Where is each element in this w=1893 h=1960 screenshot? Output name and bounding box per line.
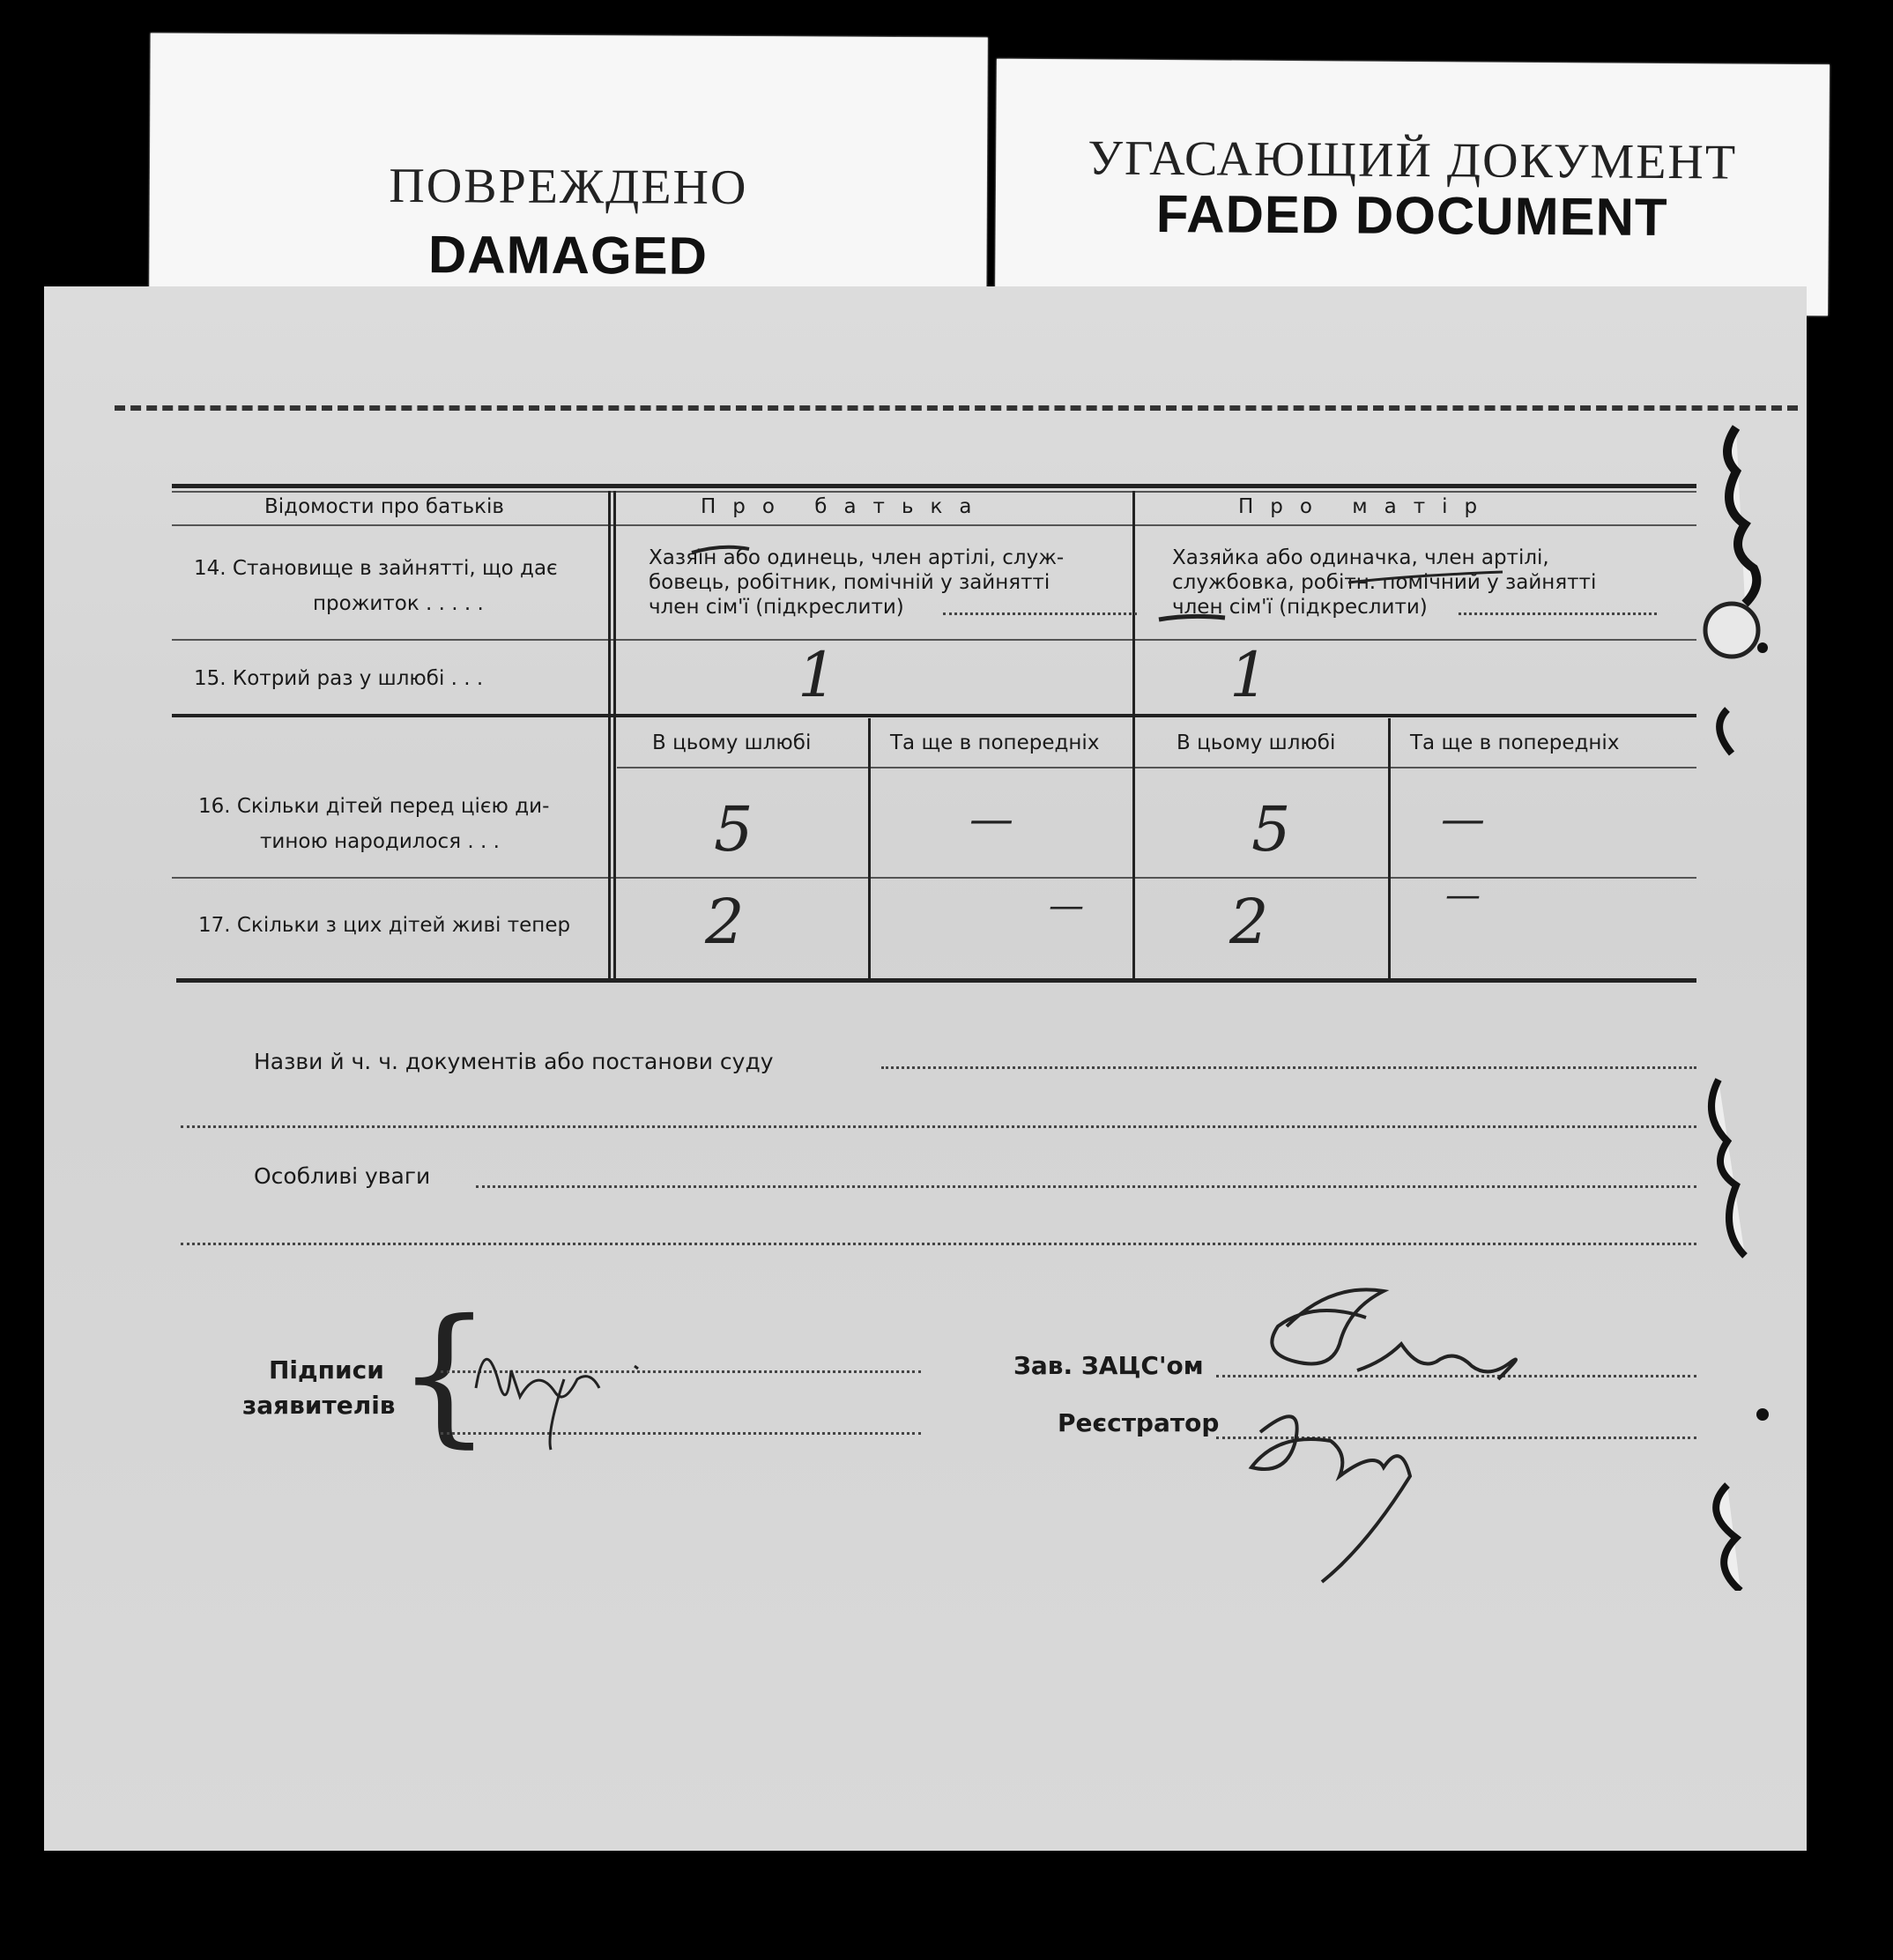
registrar-label: Реєстратор [1058,1408,1220,1437]
mother-subcolumn-divider [1388,718,1391,978]
perforation-line [115,405,1798,411]
applicants-label-line1: Підписи [269,1355,384,1385]
row15-mother-value: 1 [1229,639,1269,711]
row14-mother-line3: член сім'ї (підкреслити) [1172,596,1428,619]
header-bottom-rule [172,524,1696,526]
row16-father-previous-value: — [969,793,1013,844]
remarks-dots-1 [476,1185,1696,1188]
faded-en-label: FADED DOCUMENT [1155,183,1668,248]
label-column-divider [608,491,611,978]
row16-father-this-value: 5 [714,793,753,865]
remarks-dots-2 [181,1243,1696,1245]
row16-label-line1: 16. Скільки дітей перед цією ди- [198,795,550,818]
documents-dots-2 [181,1125,1696,1128]
row14-mother-line2: службовка, робітн. помічний у зайнятті [1172,571,1597,594]
father-subcolumn-divider [868,718,871,978]
applicants-brace: { [397,1288,493,1462]
row14-father-line2: бовець, робітник, помічній у зайнятті [649,571,1050,594]
label-column-divider-2 [613,491,616,978]
table-bottom-rule [176,978,1696,983]
row16-mother-previous-value: — [1441,793,1485,844]
form-sheet [44,286,1807,1851]
row17-mother-this-value: 2 [1229,886,1269,958]
row15-father-value: 1 [798,639,837,711]
father-header: Про батька [701,495,989,518]
row16-label-line2: тиною народилося . . . [260,830,500,853]
father-this-marriage-header: В цьому шлюбі [652,731,812,754]
father-previous-header: Та ще в попередніх [890,731,1100,754]
row17-mother-previous-value: — [1445,875,1481,916]
damaged-ru-label: ПОВРЕЖДЕНО [389,158,748,216]
row17-label: 17. Скільки з цих дітей живі тепер [198,914,571,937]
applicants-label-line2: заявителів [242,1391,396,1420]
row14-label-line2: прожиток . . . . . [313,592,484,615]
table-top-rule [172,484,1696,488]
row14-father-line3: член сім'ї (підкреслити) [649,596,904,619]
subheader-bottom-rule [617,767,1696,768]
applicant-signature [458,1318,687,1459]
edge-damage [1666,392,1807,1591]
mother-header: Про матір [1238,495,1495,518]
row14-underline-marks [643,533,1701,630]
damaged-sticker [149,33,988,302]
row14-mother-line1: Хазяйка або одиначка, член артілі, [1172,546,1549,569]
row17-father-this-value: 2 [705,886,745,958]
damaged-en-label: DAMAGED [427,225,709,286]
row14-label-line1: 14. Становище в зайнятті, що дає [194,557,558,580]
head-of-registry-label: Зав. ЗАЦС'ом [1013,1351,1204,1380]
parents-info-header: Відомости про батьків [264,495,504,518]
row14-bottom-rule [172,639,1696,641]
row15-label: 15. Котрий раз у шлюбі . . . [194,667,484,690]
mother-this-marriage-header: В цьому шлюбі [1177,731,1336,754]
documents-label: Назви й ч. ч. документів або постанови суду [254,1049,774,1074]
mother-previous-header: Та ще в попередніх [1410,731,1620,754]
row15-bottom-rule [172,714,1696,717]
faded-document-sticker [995,59,1830,316]
remarks-label: Особливі уваги [254,1163,431,1189]
row17-father-previous-value: — [1049,886,1084,926]
row14-father-line1: Хазяїн або одинець, член артілі, служ- [649,546,1065,569]
row16-mother-this-value: 5 [1251,793,1291,865]
faded-ru-label: УГАСАЮЩИЙ ДОКУМЕНТ [1088,130,1738,190]
documents-dots-1 [881,1066,1696,1069]
registrar-signature [1234,1379,1498,1626]
